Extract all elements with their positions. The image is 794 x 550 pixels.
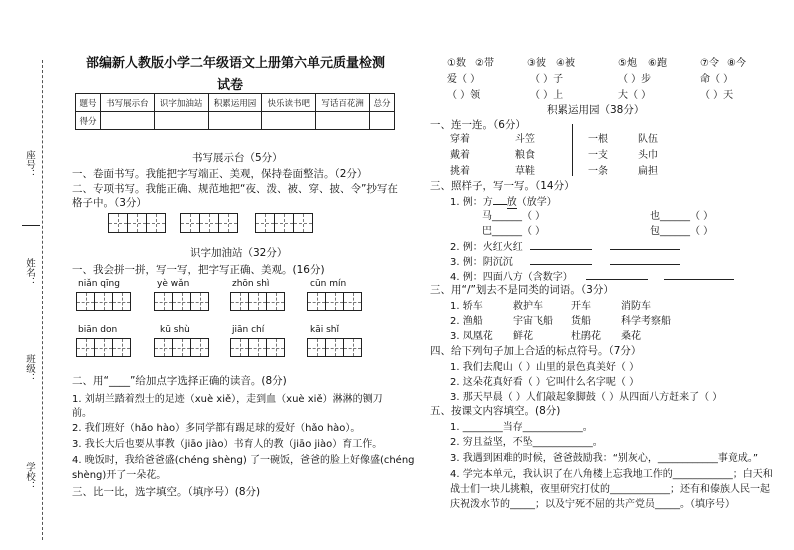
example-label: 1. 例： <box>450 197 483 208</box>
category-word[interactable]: 救护车 <box>513 301 543 312</box>
score-cell[interactable] <box>370 112 395 130</box>
answer-line[interactable] <box>610 264 680 265</box>
question-pronunciation: 二、用“____”给加点字选择正确的读音。(8分) <box>72 375 287 387</box>
option-char: ②带 <box>475 58 494 69</box>
section-heading-writing: 书写展示台（5分） <box>192 152 283 164</box>
category-word[interactable]: 货船 <box>571 316 591 327</box>
pinyin-label: jiān chí <box>232 325 265 335</box>
fill-blank-item[interactable]: 爱（ ） <box>447 74 481 85</box>
imitate-example-3: 3. 例：阴沉沉 <box>450 257 513 268</box>
option-char: ⑦令 <box>700 58 719 69</box>
score-header-cell: 快乐读书吧 <box>262 94 316 112</box>
punctuation-sentence[interactable]: 3. 那天早晨（ ）人们敲起象脚鼓（ ）从四面八方赶来了（ ） <box>450 392 723 403</box>
match-word[interactable]: 队伍 <box>638 134 658 145</box>
score-table-score-row <box>76 112 395 130</box>
category-word[interactable]: 科学考察船 <box>621 316 671 327</box>
question-copy-writing-line2: 格子中。（3分） <box>72 197 147 209</box>
answer-line[interactable] <box>530 249 592 250</box>
pinyin-writing-box[interactable] <box>230 338 285 357</box>
match-word[interactable]: 扁担 <box>638 166 658 177</box>
score-header-cell: 总分 <box>370 94 395 112</box>
fill-blank-item[interactable]: 命（ ） <box>700 74 734 85</box>
imitate-example-4: 4. 例：四面八方（含数字） <box>450 272 573 283</box>
writing-grid[interactable] <box>108 213 166 233</box>
text-fill-line[interactable]: 庆祝泼水节的_____；以及宁死不屈的共产党员_____。（填序号） <box>450 499 735 510</box>
fill-blank-item[interactable]: （ ）子 <box>530 74 564 85</box>
score-header-cell: 积累运用园 <box>208 94 262 112</box>
match-divider <box>572 124 573 176</box>
fill-blank-item[interactable]: 大（ ） <box>618 90 652 101</box>
text-fill-line[interactable]: 4. 学完本单元，我认识了在八角楼上忘我地工作的____________；白天和 <box>450 469 773 480</box>
score-header-cell: 识字加油站 <box>154 94 208 112</box>
score-cell[interactable] <box>208 112 262 130</box>
match-word[interactable]: 一根 <box>588 134 608 145</box>
binding-label-class: 班级： <box>24 354 35 383</box>
match-word[interactable]: 挑着 <box>450 166 470 177</box>
match-word[interactable]: 一支 <box>588 150 608 161</box>
question-text-fill: 五、按课文内容填空。(8分) <box>430 405 561 417</box>
text-fill-line[interactable]: 战士们一块儿挑粮，夜里研究打仗的____________；还有和傣族人民一起 <box>450 484 770 495</box>
category-word[interactable]: 消防车 <box>621 301 651 312</box>
score-cell[interactable] <box>262 112 316 130</box>
option-char: ⑤炮 <box>618 58 637 69</box>
answer-line[interactable] <box>610 249 680 250</box>
fill-blank-item[interactable]: （ ）天 <box>700 90 734 101</box>
answer-line[interactable] <box>664 279 734 280</box>
category-word[interactable]: 宇宙飞船 <box>513 316 553 327</box>
pinyin-label: zhōn shì <box>232 279 270 289</box>
category-word[interactable]: 鲜花 <box>513 331 533 342</box>
pronunciation-line: 4. 晚饭时，我给爸爸盛(chéng shèng) 了一碗饭，爸爸的脸上好像盛(chéng <box>72 455 415 466</box>
category-word[interactable]: 2. 渔船 <box>450 316 483 327</box>
question-compare-fill: 三、比一比，选字填空。（填序号）(8分) <box>72 486 261 498</box>
example-note: （放学） <box>516 197 557 208</box>
example-word: 放 <box>506 197 517 208</box>
score-header-cell: 题号 <box>76 94 101 112</box>
question-pinyin: 一、我会拼一拼，写一写，把字写正确、美观。(16分) <box>72 264 325 276</box>
section-heading-literacy: 识字加油站（32分） <box>190 247 288 259</box>
question-imitate: 三、照样子，写一写。（14分） <box>430 180 575 192</box>
pinyin-writing-box[interactable] <box>307 338 362 357</box>
pinyin-writing-box[interactable] <box>307 292 362 311</box>
example-underline <box>493 204 507 205</box>
pinyin-label: kū shù <box>160 325 190 335</box>
imitate-blank[interactable]: 巴______（ ） <box>482 226 546 237</box>
answer-line[interactable] <box>530 264 592 265</box>
binding-line-seat <box>22 225 40 226</box>
answer-line[interactable] <box>586 279 648 280</box>
pinyin-writing-box[interactable] <box>154 292 209 311</box>
option-char: ⑧今 <box>727 58 746 69</box>
question-matching: 一、连一连。（6分） <box>430 119 526 131</box>
text-fill-line[interactable]: 1. ________当存____________。 <box>450 422 593 433</box>
category-word[interactable]: 开车 <box>571 301 591 312</box>
match-word[interactable]: 头巾 <box>638 150 658 161</box>
match-word[interactable]: 粮食 <box>515 150 535 161</box>
punctuation-sentence[interactable]: 1. 我们去爬山（ ）山里的景色真美好（ ） <box>450 362 640 373</box>
pronunciation-line: 前。 <box>72 408 92 419</box>
imitate-blank[interactable]: 包______（ ） <box>650 226 714 237</box>
pinyin-writing-box[interactable] <box>76 292 131 311</box>
section-heading-accumulation: 积累运用园（38分） <box>547 104 645 116</box>
pinyin-label: cūn mín <box>310 279 347 289</box>
match-word[interactable]: 草鞋 <box>515 166 535 177</box>
question-copy-writing-line1: 二、专项书写。我能正确、规范地把“夜、泼、被、穿、披、令”抄写在 <box>72 183 398 195</box>
option-char: ③彼 <box>527 58 546 69</box>
pronunciation-line: 2. 我们班好（hǎo hào）多同学都有踢足球的爱好（hǎo hào）。 <box>72 423 361 434</box>
category-word[interactable]: 1. 轿车 <box>450 301 483 312</box>
score-cell[interactable] <box>316 112 370 130</box>
text-fill-line[interactable]: 3. 我遇到困难的时候，爸爸鼓励我：“别灰心，____________事竟成。” <box>450 453 759 464</box>
example-word: 方 <box>482 197 493 208</box>
score-table <box>75 93 395 130</box>
fill-blank-item[interactable]: （ ）领 <box>447 90 481 101</box>
score-cell[interactable] <box>100 112 154 130</box>
pinyin-label: kāi shǐ <box>310 325 339 335</box>
punctuation-sentence[interactable]: 2. 这朵花真好看（ ）它叫什么名字呢（ ） <box>450 377 640 388</box>
pinyin-writing-box[interactable] <box>230 292 285 311</box>
exam-subtitle: 试卷 <box>217 78 244 93</box>
score-table-header-row <box>76 94 395 112</box>
imitate-blank[interactable]: 马______（ ） <box>482 211 546 222</box>
writing-grid[interactable] <box>180 213 238 233</box>
score-header-cell: 书写展示台 <box>100 94 154 112</box>
exam-title: 部编新人教版小学二年级语文上册第六单元质量检测 <box>86 56 386 71</box>
match-word[interactable]: 戴着 <box>450 150 470 161</box>
fill-blank-item[interactable]: （ ）上 <box>530 90 564 101</box>
pronunciation-line: 1. 刘胡兰踏着烈士的足迹（xuè xiě），走到血（xuè xiě）淋淋的铡刀 <box>72 394 383 405</box>
pronunciation-line: 3. 我长大后也要从事教（jiāo jiào）书育人的教（jiāo jiào）育工作。 <box>72 439 383 450</box>
match-word[interactable]: 穿着 <box>450 134 470 145</box>
match-word[interactable]: 一条 <box>588 166 608 177</box>
score-row-label: 得分 <box>76 112 101 130</box>
option-char: ①数 <box>447 58 466 69</box>
question-odd-one-out: 三、用“/”划去不是同类的词语。（3分） <box>430 284 614 296</box>
pinyin-writing-box[interactable] <box>76 338 131 357</box>
option-char: ⑥跑 <box>648 58 667 69</box>
writing-grid[interactable] <box>255 213 313 233</box>
imitate-blank[interactable]: 也______（ ） <box>650 211 714 222</box>
option-char: ④被 <box>556 58 575 69</box>
text-fill-line[interactable]: 2. 穷且益坚，不坠____________。 <box>450 437 603 448</box>
score-header-cell: 写话百花洲 <box>316 94 370 112</box>
score-cell[interactable] <box>154 112 208 130</box>
binding-label-school: 学校： <box>24 462 35 491</box>
pinyin-label: yè wǎn <box>157 279 190 289</box>
pronunciation-line: shèng)开了一朵花。 <box>72 470 167 481</box>
pinyin-writing-box[interactable] <box>154 338 209 357</box>
binding-label-name: 姓名： <box>24 258 35 287</box>
imitate-example-1 <box>450 193 557 208</box>
category-word[interactable]: 桑花 <box>621 331 641 342</box>
fill-blank-item[interactable]: （ ）步 <box>618 74 652 85</box>
match-word[interactable]: 斗笠 <box>515 134 535 145</box>
binding-dashed-line <box>42 60 43 540</box>
pinyin-label: niǎn qīng <box>78 279 120 289</box>
binding-label-seat: 座号： <box>24 150 35 179</box>
category-word[interactable]: 杜鹃花 <box>571 331 601 342</box>
imitate-example-2: 2. 例：火红火红 <box>450 242 523 253</box>
pinyin-label: biān don <box>78 325 118 335</box>
question-neat-writing: 一、卷面书写。我能把字写端正、美观，保持卷面整洁。（2分） <box>72 168 368 180</box>
question-punctuation: 四、给下列句子加上合适的标点符号。（7分） <box>430 345 642 357</box>
category-word[interactable]: 3. 凤凰花 <box>450 331 493 342</box>
